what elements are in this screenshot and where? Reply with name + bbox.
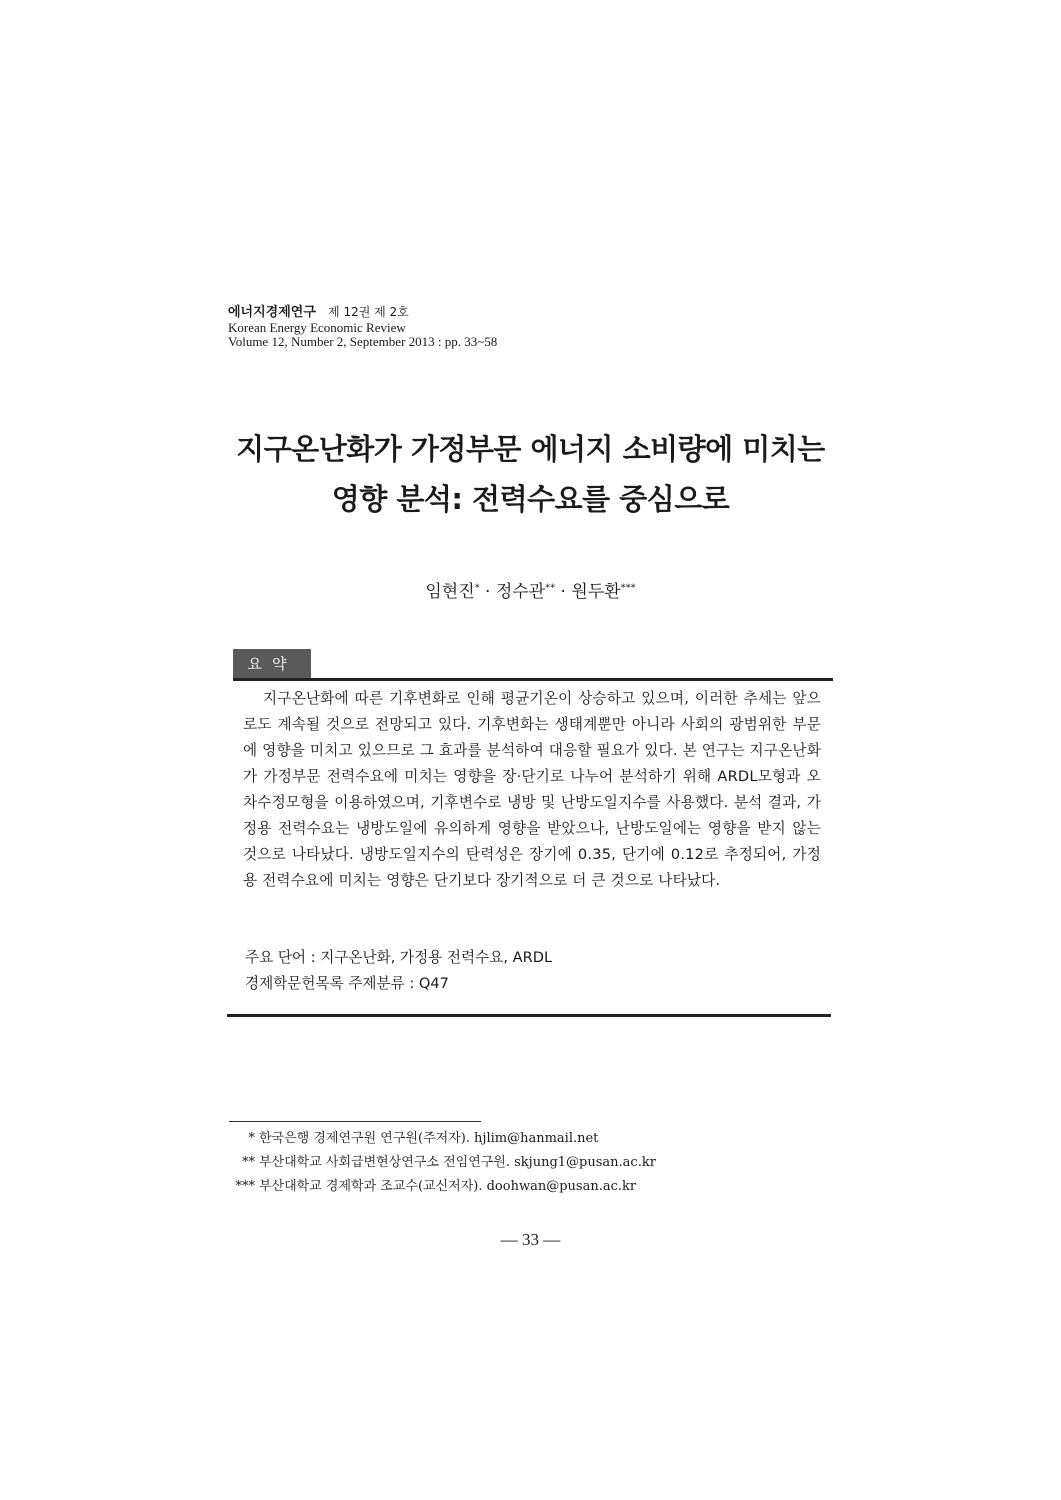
keywords-line: 주요 단어 : 지구온난화, 가정용 전력수요, ARDL <box>245 949 553 966</box>
keywords-block <box>245 945 552 997</box>
paper-title-line2: 영향 분석: 전력수요를 중심으로 <box>331 482 730 516</box>
author-name: 정수관 <box>495 582 546 602</box>
journal-name-ko: 에너지경제연구 <box>228 305 316 320</box>
jel-classification: 경제학문헌목록 주제분류 : Q47 <box>245 975 449 992</box>
footnote-rule <box>229 1121 481 1122</box>
abstract-label: 요약 <box>233 649 311 679</box>
footnotes <box>229 1127 656 1199</box>
author-mark: *** <box>620 582 636 594</box>
author-list <box>0 577 1061 602</box>
author-mark: ** <box>545 582 556 594</box>
paper-title <box>0 424 1061 524</box>
author-mark: * <box>474 582 480 594</box>
footnote-mark: ** <box>242 1155 255 1170</box>
author-name: 임현진 <box>425 582 475 602</box>
abstract-bottom-rule <box>227 1014 831 1017</box>
footnote <box>229 1127 656 1151</box>
journal-volume-ko: 제 12권 제 2호 <box>328 305 409 319</box>
abstract-text: 지구온난화에 따른 기후변화로 인해 평균기온이 상승하고 있으며, 이러한 추세는 앞으로도 계속될 것으로 전망되고 있다. 기후변화는 생태계뿐만 아니라 사회의 광범위한 부문에 영향을 미치고 있으므로 그 효과를 분석하여 대응할 필요가 있다. 본 연구는 지구온난화가 가정부문 전력수요에 미치는 영향을 장·단기로 나누어 분석하기 위해 ARDL모형과 오차수정모형을 이용하였으며, 기후변수로 냉방 및 난방도일지수를 사용했다. 분석 결과, 가정용 전력수요는 냉방도일에 유의하게 영향을 받았으나, 난방도일에는 영향을 받지 않는 것으로 나타났다. 냉방도일지수의 탄력성은 장기에 0.35, 단기에 0.12로 추정되어, 가정용 전력수요에 미치는 영향은 단기보다 장기적으로 더 큰 것으로 나타났다. <box>243 690 821 889</box>
footnote-text: 부산대학교 사회급변현상연구소 전임연구원. skjung1@pusan.ac.kr <box>259 1155 656 1170</box>
author-separator: · <box>555 582 572 602</box>
abstract-top-rule <box>233 678 833 681</box>
journal-header <box>228 304 497 349</box>
footnote <box>229 1151 656 1175</box>
paper-title-line1: 지구온난화가 가정부문 에너지 소비량에 미치는 <box>236 432 825 466</box>
footnote-mark: *** <box>235 1179 255 1194</box>
footnote-text: 한국은행 경제연구원 연구원(주저자). hjlim@hanmail.net <box>259 1131 599 1146</box>
footnote-text: 부산대학교 경제학과 조교수(교신저자). doohwan@pusan.ac.kr <box>259 1179 637 1194</box>
footnote <box>229 1175 656 1199</box>
author-separator: · <box>479 582 496 602</box>
page-number: — 33 — <box>500 1230 561 1249</box>
journal-citation: Volume 12, Number 2, September 2013 : pp. 33~58 <box>228 334 498 349</box>
footnote-mark: * <box>248 1131 255 1146</box>
journal-name-en: Korean Energy Economic Review <box>228 320 406 335</box>
author-name: 원두환 <box>571 582 621 602</box>
